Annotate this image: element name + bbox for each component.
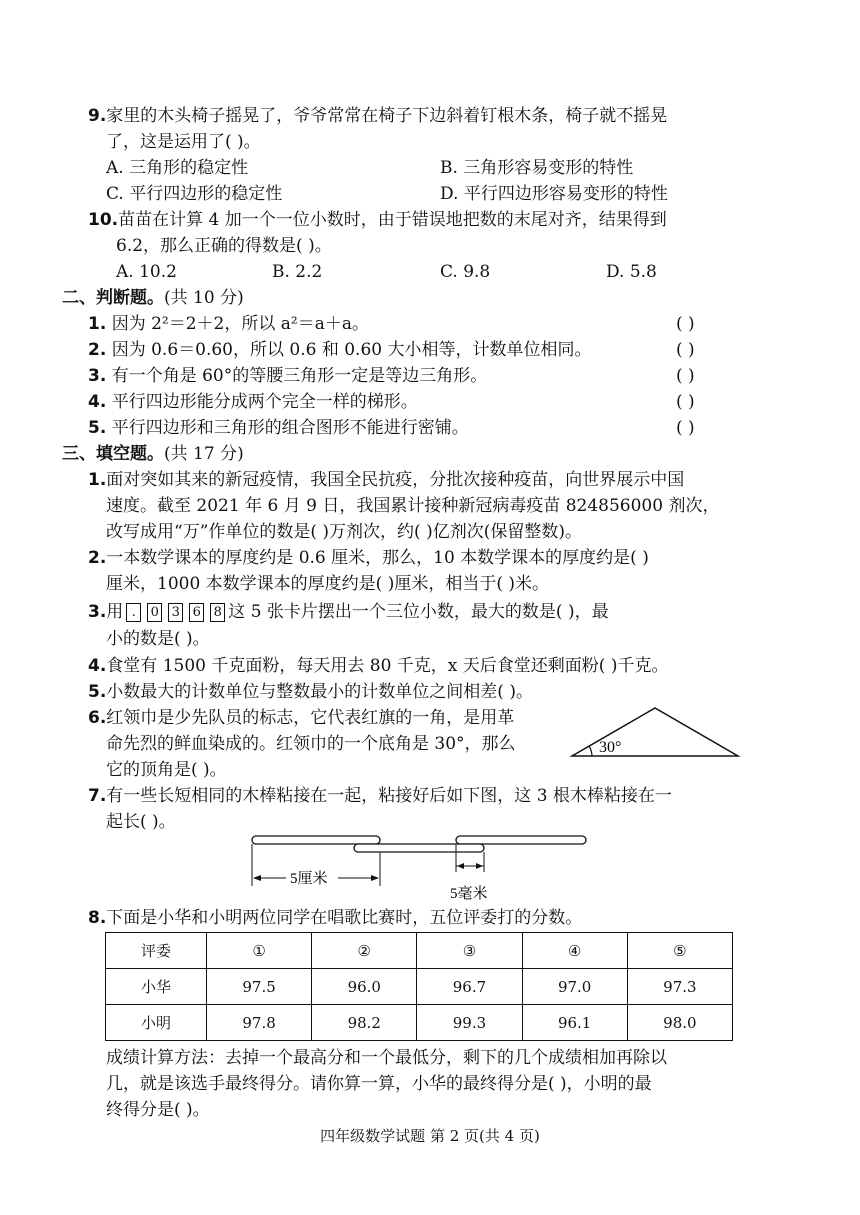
fill-q2-line1 (88, 546, 649, 570)
q10-option-d: D. 5.8 (606, 262, 657, 282)
judge-item-text: 平行四边形和三角形的组合图形不能进行密铺。 (111, 418, 469, 438)
red-scarf-triangle-figure (566, 704, 746, 760)
page-footer: 四年级数学试题 第 2 页(共 4 页) (320, 1127, 540, 1145)
arrow-head (371, 875, 379, 881)
fill-q6-line3: 它的顶角是( )。 (106, 760, 227, 780)
arrow-head (457, 863, 464, 869)
digit-card: 6 (189, 603, 204, 622)
judge-answer-blank[interactable]: ( ) (676, 340, 695, 360)
fill-q1-line1 (88, 468, 684, 492)
fill-q7-number: 7. (88, 786, 107, 806)
section3-heading (62, 442, 244, 466)
judge-item-number: 2. (88, 340, 107, 360)
section2-heading (62, 286, 244, 310)
header-cell: 评委 (106, 933, 207, 969)
fill-q8-after-line3: 终得分是( )。 (106, 1100, 210, 1120)
judge-item-number: 1. (88, 314, 107, 334)
fill-q6-number: 6. (88, 708, 107, 728)
judge-item-text: 有一个角是 60°的等腰三角形一定是等边三角形。 (111, 366, 488, 386)
fill-q8-text: 下面是小华和小明两位同学在唱歌比赛时，五位评委打的分数。 (106, 908, 583, 928)
fill-q2-text: 一本数学课本的厚度约是 0.6 厘米，那么，10 本数学课本的厚度约是( ) (106, 548, 649, 568)
fill-q2-number: 2. (88, 548, 107, 568)
section3-title: 三、填空题。 (62, 444, 164, 464)
scores-table (105, 932, 733, 1041)
q9-line1 (88, 104, 667, 128)
fill-q6-line1 (88, 706, 514, 730)
fill-q2-line2: 厘米，1000 本数学课本的厚度约是( )厘米，相当于( )米。 (106, 574, 550, 594)
header-cell: ④ (522, 933, 627, 969)
fill-q5-text: 小数最大的计数单位与整数最小的计数单位之间相差( )。 (106, 682, 533, 702)
judge-item-text: 因为 0.6＝0.60，所以 0.6 和 0.60 大小相等，计数单位相同。 (111, 340, 592, 360)
angle-arc (589, 746, 592, 756)
q9-option-d: D. 平行四边形容易变形的特性 (440, 184, 668, 204)
fill-q3-number: 3. (88, 602, 107, 622)
q10-line1 (88, 208, 667, 232)
sticks-figure (244, 830, 594, 904)
judge-item-number: 5. (88, 418, 107, 438)
table-cell: 小华 (106, 969, 207, 1005)
judge-answer-blank[interactable]: ( ) (676, 392, 695, 412)
fill-q4-text: 食堂有 1500 千克面粉，每天用去 80 千克，x 天后食堂还剩面粉( )千克。 (106, 656, 669, 676)
q9-option-c: C. 平行四边形的稳定性 (106, 184, 283, 204)
label-5cm: 5厘米 (290, 871, 328, 887)
stick-3 (456, 836, 586, 844)
judge-item-number: 3. (88, 366, 107, 386)
table-cell: 98.0 (627, 1005, 732, 1041)
digit-card: 0 (147, 603, 162, 622)
fill-q7-line1 (88, 784, 672, 808)
fill-q4 (88, 654, 668, 678)
fill-q3-prefix: 用 (106, 602, 124, 622)
fill-q6-text: 红领巾是少先队员的标志，它代表红旗的一角，是用革 (106, 708, 515, 728)
fill-q7-text: 有一些长短相同的木棒粘接在一起，粘接好后如下图，这 3 根木棒粘接在一 (106, 786, 672, 806)
fill-q5-number: 5. (88, 682, 107, 702)
judge-item-number: 4. (88, 392, 107, 412)
q10-option-a: A. 10.2 (116, 262, 177, 282)
fill-q8-after-line2: 几，就是该选手最终得分。请你算一算，小华的最终得分是( )，小明的最 (106, 1074, 652, 1094)
q10-text: 苗苗在计算 4 加一个一位小数时，由于错误地把数的末尾对齐，结果得到 (118, 210, 667, 230)
fill-q1-number: 1. (88, 470, 107, 490)
table-cell: 96.1 (522, 1005, 627, 1041)
judge-item-text: 因为 2²＝2＋2，所以 a²＝a＋a。 (111, 314, 369, 334)
judge-item-1 (88, 312, 369, 336)
q10-number: 10. (88, 210, 119, 230)
judge-answer-blank[interactable]: ( ) (676, 418, 695, 438)
arrow-head (253, 875, 261, 881)
digit-card: . (126, 603, 141, 622)
fill-q3-text: 这 5 张卡片摆出一个三位小数，最大的数是( )，最 (228, 602, 609, 622)
table-cell: 97.5 (207, 969, 312, 1005)
fill-q3-line1 (88, 600, 609, 624)
fill-q1-line2: 速度。截至 2021 年 6 月 9 日，我国累计接种新冠病毒疫苗 824856000 剂次， (106, 496, 720, 516)
fill-q5 (88, 680, 533, 704)
table-cell: 97.3 (627, 969, 732, 1005)
fill-q3-line2: 小的数是( )。 (106, 629, 210, 649)
table-cell: 97.8 (207, 1005, 312, 1041)
table-cell: 小明 (106, 1005, 207, 1041)
table-cell: 96.7 (417, 969, 522, 1005)
stick-1 (252, 836, 380, 844)
section2-points: (共 10 分) (164, 288, 244, 308)
fill-q1-text: 面对突如其来的新冠疫情，我国全民抗疫，分批次接种疫苗，向世界展示中国 (106, 470, 685, 490)
table-cell: 99.3 (417, 1005, 522, 1041)
angle-label: 30° (599, 739, 622, 756)
stick-2 (354, 844, 484, 852)
header-cell: ① (207, 933, 312, 969)
header-cell: ⑤ (627, 933, 732, 969)
header-cell: ② (312, 933, 417, 969)
judge-item-5 (88, 416, 469, 440)
table-row (106, 1005, 733, 1041)
fill-q8-after-line1: 成绩计算方法：去掉一个最高分和一个最低分，剩下的几个成绩相加再除以 (106, 1048, 667, 1068)
fill-q8-line1 (88, 906, 582, 930)
judge-answer-blank[interactable]: ( ) (676, 314, 695, 334)
fill-q4-number: 4. (88, 656, 107, 676)
judge-item-2 (88, 338, 592, 362)
q9-number: 9. (88, 106, 107, 126)
fill-q6-line2: 命先烈的鲜血染成的。红领巾的一个底角是 30°，那么 (106, 734, 516, 754)
judge-answer-blank[interactable]: ( ) (676, 366, 695, 386)
table-cell: 96.0 (312, 969, 417, 1005)
q10-option-b: B. 2.2 (272, 262, 323, 282)
q9-option-b: B. 三角形容易变形的特性 (440, 158, 634, 178)
digit-card: 8 (210, 603, 225, 622)
table-cell: 98.2 (312, 1005, 417, 1041)
judge-item-3 (88, 364, 487, 388)
q10-option-c: C. 9.8 (440, 262, 491, 282)
q9-option-a: A. 三角形的稳定性 (106, 158, 249, 178)
judge-item-text: 平行四边形能分成两个完全一样的梯形。 (111, 392, 418, 412)
arrow-head (476, 863, 483, 869)
fill-q1-line3: 改写成用“万”作单位的数是( )万剂次，约( )亿剂次(保留整数)。 (106, 522, 582, 542)
header-cell: ③ (417, 933, 522, 969)
fill-q7-line2: 起长( )。 (106, 812, 176, 832)
section2-title: 二、判断题。 (62, 288, 164, 308)
judge-item-4 (88, 390, 418, 414)
triangle-shape (572, 708, 738, 756)
digit-card: 3 (168, 603, 183, 622)
q9-line2: 了，这是运用了( )。 (106, 132, 261, 152)
label-5mm: 5毫米 (450, 886, 488, 902)
section3-points: (共 17 分) (164, 444, 244, 464)
q10-line2: 6.2，那么正确的得数是( )。 (116, 236, 332, 256)
q9-text: 家里的木头椅子摇晃了，爷爷常常在椅子下边斜着钉根木条，椅子就不摇晃 (106, 106, 668, 126)
table-header-row (106, 933, 733, 969)
fill-q8-number: 8. (88, 908, 107, 928)
table-cell: 97.0 (522, 969, 627, 1005)
table-row (106, 969, 733, 1005)
